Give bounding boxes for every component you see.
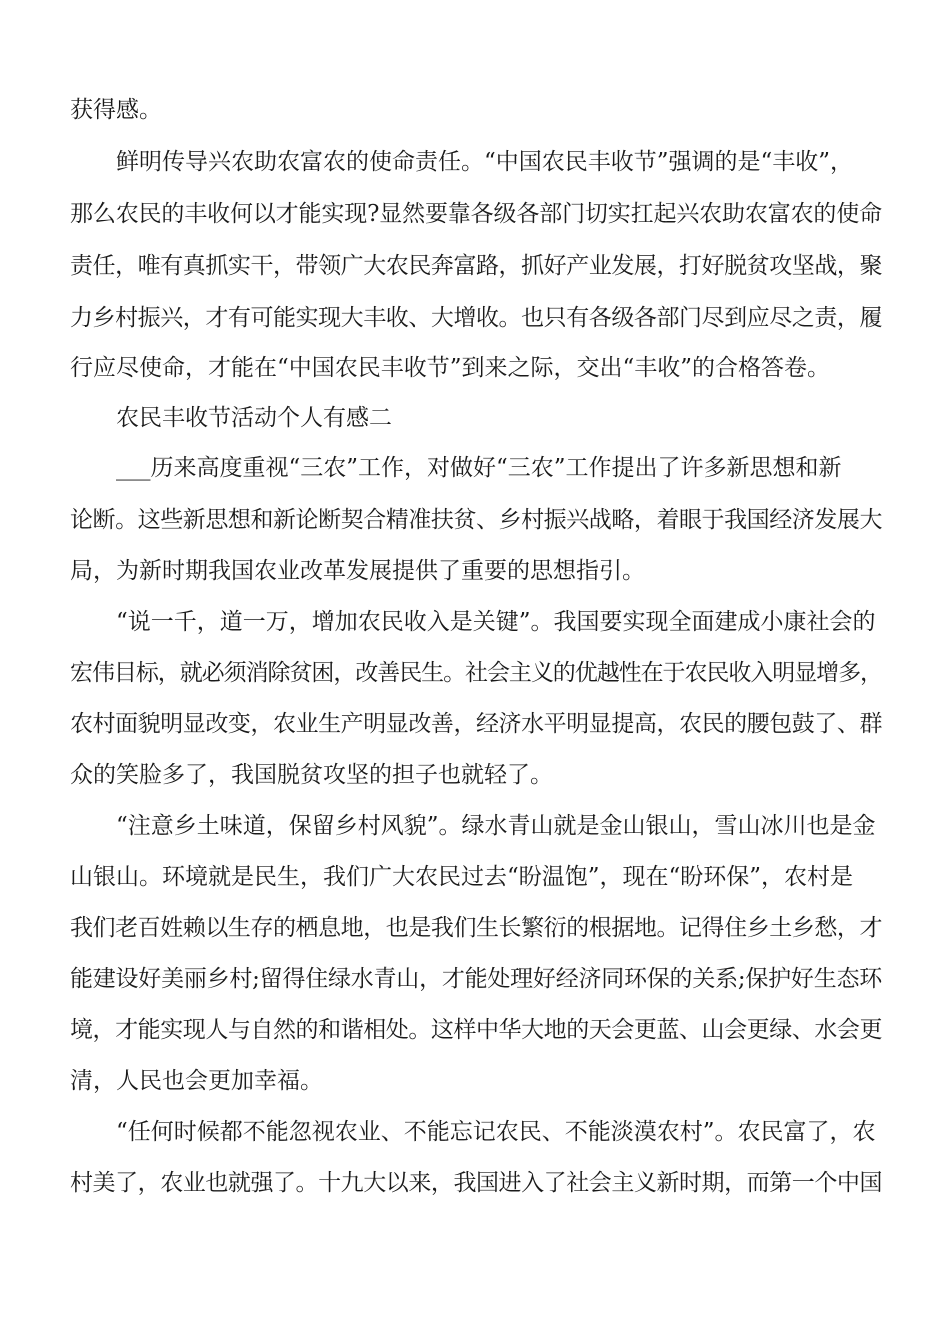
line-text: ___历来高度重视“三农”工作，对做好“三农”工作提出了许多新思想和新 (116, 455, 842, 481)
line-text: 获得感。 (70, 97, 162, 123)
text-line (0, 704, 950, 744)
line-text: 村美了，农业也就强了。十九大以来，我国进入了社会主义新时期，而第一个中国 (70, 1170, 883, 1196)
line-text: “任何时候都不能忽视农业、不能忘记农民、不能淡漠农村”。农民富了，农 (116, 1119, 876, 1145)
text-line (0, 348, 950, 388)
line-text: 我们老百姓赖以生存的栖息地，也是我们生长繁衍的根据地。记得住乡土乡愁，才 (70, 915, 883, 941)
text-line (0, 142, 950, 182)
text-line (0, 857, 950, 897)
line-text: 清，人民也会更加幸福。 (70, 1068, 323, 1094)
text-line (0, 1061, 950, 1101)
line-text: 能建设好美丽乡村;留得住绿水青山，才能处理好经济同环保的关系;保护好生态环 (70, 966, 882, 992)
line-text: “说一千，道一万，增加农民收入是关键”。我国要实现全面建成小康社会的 (116, 609, 876, 635)
line-text: 力乡村振兴，才有可能实现大丰收、大增收。也只有各级各部门尽到应尽之责，履 (70, 305, 883, 331)
line-text: 局，为新时期我国农业改革发展提供了重要的思想指引。 (70, 558, 645, 584)
line-text: “注意乡土味道，保留乡村风貌”。绿水青山就是金山银山，雪山冰川也是金 (116, 813, 876, 839)
heading-text: 农民丰收节活动个人有感二 (116, 405, 392, 431)
line-text: 山银山。环境就是民生，我们广大农民过去“盼温饱”，现在“盼环保”，农村是 (70, 864, 854, 890)
text-line (0, 1163, 950, 1203)
text-line (0, 90, 950, 130)
text-line (0, 500, 950, 540)
text-line (0, 602, 950, 642)
line-text: 论断。这些新思想和新论断契合精准扶贫、乡村振兴战略，着眼于我国经济发展大 (70, 507, 883, 533)
text-line (0, 959, 950, 999)
line-text: 鲜明传导兴农助农富农的使命责任。“中国农民丰收节”强调的是“丰收”， (116, 149, 854, 175)
text-line (0, 448, 950, 488)
text-line (0, 806, 950, 846)
line-text: 宏伟目标，就必须消除贫困，改善民生。社会主义的优越性在于农民收入明显增多， (70, 660, 883, 686)
text-line (0, 908, 950, 948)
line-text: 那么农民的丰收何以才能实现?显然要靠各级各部门切实扛起兴农助农富农的使命 (70, 201, 882, 227)
text-line (0, 1112, 950, 1152)
line-text: 责任，唯有真抓实干，带领广大农民奔富路，抓好产业发展，打好脱贫攻坚战，聚 (70, 253, 883, 279)
text-line (0, 194, 950, 234)
text-line (0, 551, 950, 591)
line-text: 众的笑脸多了，我国脱贫攻坚的担子也就轻了。 (70, 762, 553, 788)
text-line (0, 653, 950, 693)
line-text: 行应尽使命，才能在“中国农民丰收节”到来之际，交出“丰收”的合格答卷。 (70, 355, 831, 381)
line-text: 境，才能实现人与自然的和谐相处。这样中华大地的天会更蓝、山会更绿、水会更 (70, 1017, 883, 1043)
line-text: 农村面貌明显改变，农业生产明显改善，经济水平明显提高，农民的腰包鼓了、群 (70, 711, 883, 737)
section-heading (0, 398, 950, 438)
text-line (0, 246, 950, 286)
text-line (0, 1010, 950, 1050)
text-line (0, 755, 950, 795)
text-line (0, 298, 950, 338)
